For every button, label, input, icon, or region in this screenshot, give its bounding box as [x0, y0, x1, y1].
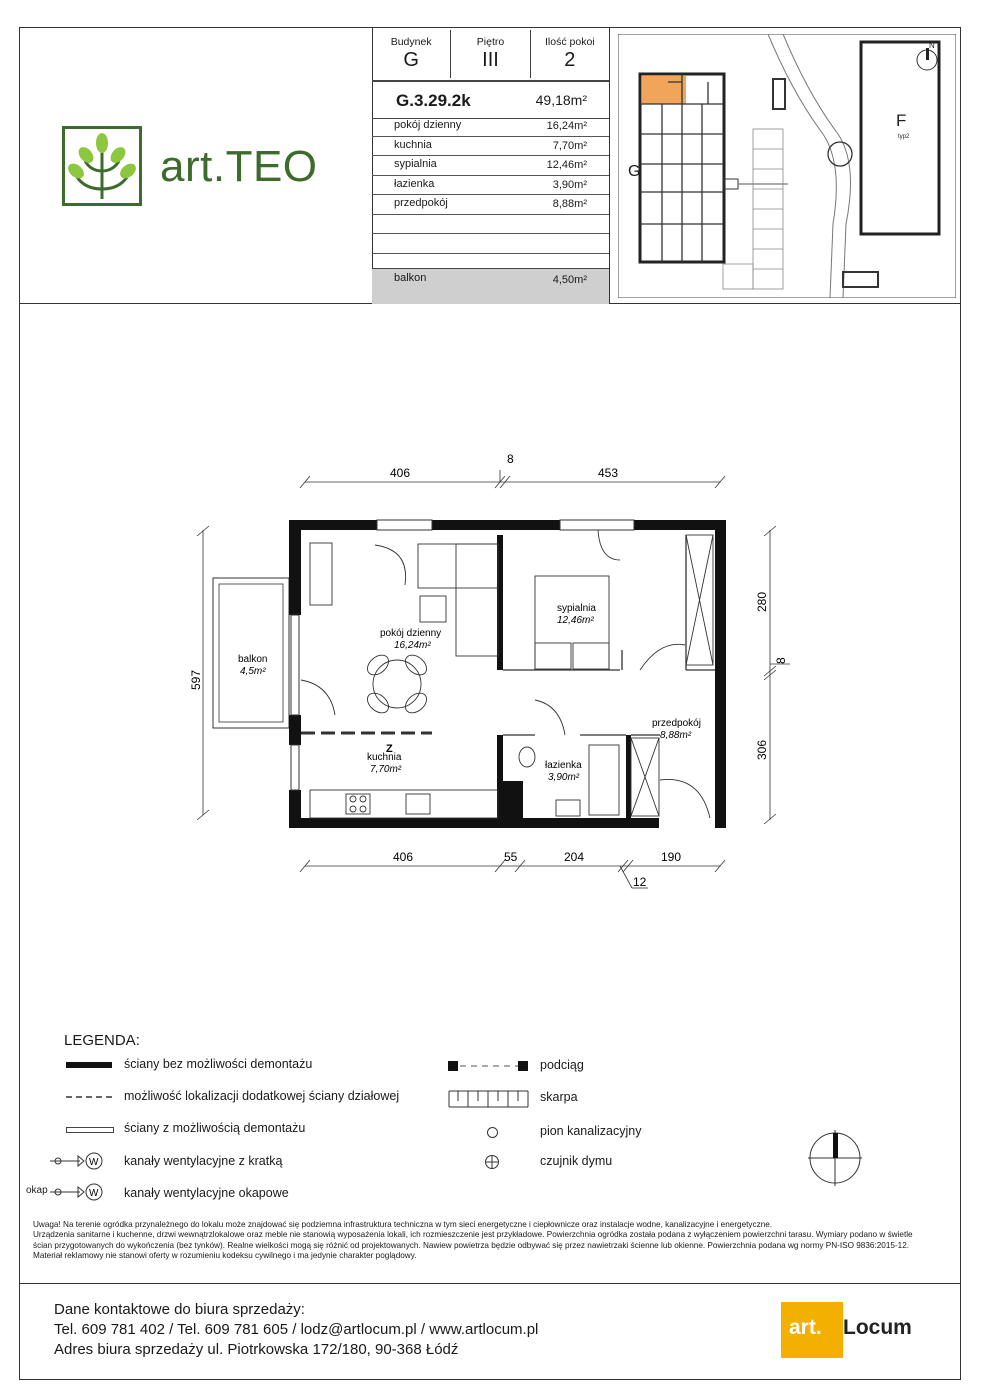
legend-optional-wall-swatch: [66, 1096, 112, 1098]
dim-left: 597: [189, 669, 203, 690]
room-area: 8,88m²: [552, 198, 587, 210]
room-area: 3,90m²: [552, 178, 587, 191]
contact-address: Adres biura sprzedaży ul. Piotrkowska 172/180, 90-368 Łódź: [54, 1341, 459, 1358]
hall-label: przedpokój: [652, 718, 701, 729]
room-area: 16,24m²: [546, 120, 587, 132]
disclaimer-line-1: Uwaga! Na terenie ogródka przynależnego do lokalu może znajdować się podziemna infrastruktura techniczna w tym sieci energetyczne i ciepłownicze oraz instalacje wodne, kanalizacyjne i energetyczne.: [33, 1220, 773, 1229]
room-row: [372, 156, 609, 176]
disclaimer: [33, 1220, 913, 1261]
floor-cell: [450, 30, 530, 78]
apartment-info: [372, 30, 609, 78]
bedroom-area: 12,46m²: [557, 615, 594, 626]
legend-removable-wall: ściany z możliwością demontażu: [124, 1121, 306, 1135]
legend-slope: skarpa: [540, 1090, 578, 1104]
rooms-count-label: Ilość pokoi: [545, 36, 595, 48]
dim-right-bottom: 306: [755, 739, 769, 760]
dim-right-top: 280: [755, 591, 769, 612]
bathroom-label: łazienka: [545, 760, 582, 771]
balcony-area: 4,50m²: [552, 274, 587, 286]
logo-text: art.TEO: [160, 142, 318, 191]
kitchen-area: 7,70m²: [370, 764, 402, 775]
beam-icon: [448, 1060, 530, 1072]
dim-bottom-2: 55: [504, 850, 518, 864]
room-name: sypialnia: [394, 158, 437, 170]
legend-smoke: czujnik dymu: [540, 1154, 613, 1168]
room-row: [372, 195, 609, 215]
room-name: kuchnia: [394, 138, 432, 151]
room-row: [372, 234, 609, 254]
floor-plan: [180, 440, 800, 900]
floor-value: III: [482, 49, 499, 71]
building-cell: [372, 30, 450, 78]
floor-label: Piętro: [476, 36, 505, 48]
dim-top-mid: 8: [507, 452, 514, 466]
apartment-highlight: [642, 76, 686, 104]
hall-area: 8,88m²: [660, 730, 692, 741]
slope-icon: [448, 1089, 530, 1109]
legend-beam: podciąg: [540, 1058, 584, 1072]
vent-hood-w: W: [89, 1188, 99, 1199]
compass-icon: [808, 1130, 862, 1186]
building-value: G: [403, 49, 419, 71]
contact-phones: Tel. 609 781 402 / Tel. 609 781 605 / lodz@artlocum.pl / www.artlocum.pl: [54, 1321, 539, 1338]
disclaimer-line-2: Urządzenia sanitarne i kuchenne, drzwi wewnątrzlokalowe oraz meble nie stanowią wyposażenia lokali, ich rozmieszczenie jest przykładowe. Powierzchnia ogródka została podana z wyłączeniem powierzchni tarasu. Wymiary podano w świetle ścian przygotowanych do wykończenia (bez tynków). Realne wielkości mogą się różnić od projektowanych. Nawiew powietrza będzie odbywać się przez nawietrzaki ścienne lub okienne. Powierzchnia podana wg normy PN-ISO 9836:2015-12. Materiał reklamowy nie stanowi oferty w rozumieniu kodeksu cywilnego i ma jedynie charakter poglądowy.: [33, 1230, 913, 1260]
legend-title: LEGENDA:: [64, 1032, 140, 1049]
room-list: [372, 117, 609, 273]
balcony-name: balkon: [394, 272, 427, 284]
rooms-count-cell: [531, 30, 609, 78]
building-label: Budynek: [390, 36, 432, 48]
balcony-area-label: 4,5m²: [240, 666, 266, 677]
room-area: 12,46m²: [546, 159, 587, 171]
rooms-count-value: 2: [564, 49, 576, 71]
legend-fixed-wall-swatch: [66, 1062, 112, 1068]
contact-block: [54, 1300, 538, 1360]
site-label-g: G: [628, 163, 641, 180]
dim-bottom-3: 204: [564, 850, 585, 864]
room-row: [372, 117, 609, 137]
dim-top-right: 453: [598, 466, 619, 480]
plant-icon: [65, 129, 139, 203]
bathroom-area: 3,90m²: [548, 772, 580, 783]
agency-logo-part1: art.: [789, 1316, 822, 1339]
vent-grille-w: W: [89, 1157, 99, 1168]
living-room-area: 16,24m²: [394, 640, 431, 651]
legend-optional-wall: możliwość lokalizacji dodatkowej ściany działowej: [124, 1089, 400, 1103]
north-label: N: [929, 41, 935, 50]
room-area: 7,70m²: [552, 139, 587, 152]
room-row: [372, 176, 609, 196]
living-room-label: pokój dzienny: [380, 628, 442, 639]
agency-logo: [781, 1302, 941, 1358]
kitchen-z: Z: [386, 743, 393, 755]
balcony-row: [372, 268, 609, 304]
legend-vent-hood: kanały wentylacyjne okapowe: [124, 1186, 289, 1200]
room-name: przedpokój: [394, 197, 448, 209]
total-area: 49,18m²: [535, 92, 587, 108]
legend-removable-wall-swatch: [66, 1127, 114, 1133]
legend-fixed-wall: ściany bez możliwości demontażu: [124, 1057, 313, 1071]
footer-divider: [19, 1283, 961, 1284]
contact-heading: Dane kontaktowe do biura sprzedaży:: [54, 1301, 305, 1318]
apartment-code-row: [372, 80, 609, 119]
room-name: łazienka: [394, 177, 435, 190]
vent-hood-icon: [50, 1183, 106, 1201]
smoke-detector-icon: [484, 1154, 500, 1170]
site-label-f: F: [896, 111, 907, 130]
room-name: pokój dzienny: [394, 119, 462, 131]
dim-bottom-5: 12: [633, 875, 647, 889]
agency-logo-part2: Locum: [843, 1316, 912, 1339]
sewer-icon: [487, 1127, 498, 1138]
apartment-code: G.3.29.2k: [396, 91, 471, 110]
legend-hood-prefix: okap: [26, 1185, 48, 1196]
dim-top-left: 406: [390, 466, 411, 480]
room-row: [372, 137, 609, 157]
legend-vent-grille: kanały wentylacyjne z kratką: [124, 1154, 283, 1168]
balcony-label: balkon: [238, 654, 268, 665]
vent-grille-icon: [50, 1152, 106, 1170]
logo-mark: [62, 126, 142, 206]
room-row: [372, 215, 609, 235]
site-map: [618, 34, 956, 298]
dim-bottom-1: 406: [393, 850, 414, 864]
kitchen-label: kuchnia: [367, 752, 402, 763]
site-label-f-type: typ2: [898, 134, 910, 140]
dim-right-mid: 8: [774, 657, 788, 664]
header-divider-v2: [609, 27, 610, 303]
bedroom-label: sypialnia: [557, 603, 596, 614]
dim-bottom-4: 190: [661, 850, 682, 864]
legend-sewer: pion kanalizacyjny: [540, 1124, 642, 1138]
